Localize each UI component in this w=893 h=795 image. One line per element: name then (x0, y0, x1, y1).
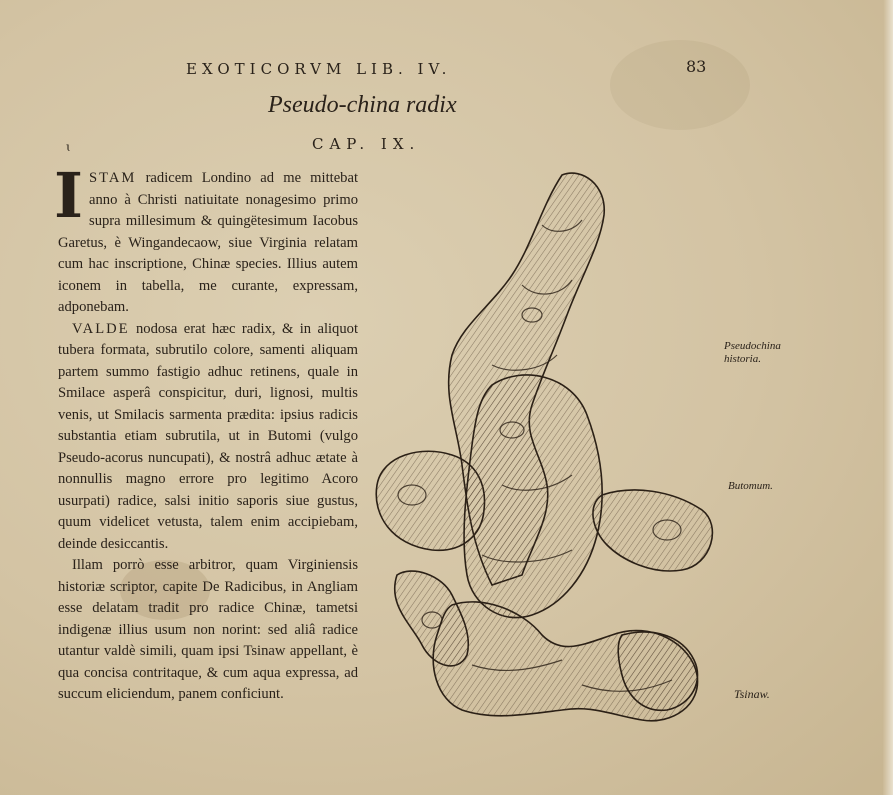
drop-cap: I (54, 159, 84, 232)
margin-note-tsinaw: Tsinaw. (734, 687, 770, 701)
paragraph-text: Illam porrò esse arbitror, quam Virginiensis historiæ scriptor, capite De Radicibus, in Angliam esse delatam tradit pro radice Chinæ, tametsi indigenæ illius usum non norint: sed aliâ radice utantur valdè simili, quam ipsi Tsinaw appellant, è qua concisa contritaque, & cum aqua expressa, ad succum eliciendum, panem conficiunt. (58, 557, 358, 702)
root-woodcut-illustration (372, 165, 722, 735)
margin-note-line: Pseudochina (724, 340, 781, 352)
margin-note-line: historia. (724, 353, 761, 365)
chapter-number: CAP. IX. (312, 135, 421, 153)
running-header: EXOTICORVM LIB. IV. (186, 60, 452, 78)
printer-mark: ɩ (66, 140, 71, 154)
margin-note-pseudochina (724, 340, 781, 366)
paper-stain (610, 40, 750, 130)
paragraph-3 (58, 555, 358, 706)
paragraph-2 (58, 319, 358, 556)
paragraph-lead: STAM (89, 170, 137, 186)
page-number: 83 (686, 57, 707, 76)
paragraph-text: radicem Londino ad me mittebat anno à Christi natiuitate nonagesimo primo supra millesimum & quingëtesimum Iacobus Garetus, è Wingandecaow, siue Virginia relatam cum hac inscriptione, Chinæ species. Illius autem iconem in tabella, me curante, expressam, adponebam. (58, 170, 359, 315)
margin-note-butomum: Butomum. (728, 480, 773, 492)
paragraph-text: nodosa erat hæc radix, & in aliquot tubera formata, subrutilo colore, samenti aliquam partem summo fastigio adhuc retinens, quale in Smilace asperâ conspicitur, duri, lignosi, multis venis, ut Smilacis sarmenta prædita: ipsius radicis substantia etiam subrutila, ut in Butomi (vulgo Pseudo-acorus nuncupati), & nostrâ adhuc ætate à nonnullis magno errore pro legitimo Acoro usurpati) radice, salsi initio saporis siue gustus, quum videlicet vetusta, talem enim accipiebam, deinde desiccantis. (58, 320, 358, 552)
paragraph-1 (54, 159, 359, 319)
page-edge (883, 0, 893, 795)
paragraph-lead: VALDE (72, 320, 130, 337)
chapter-title: Pseudo-china radix (268, 92, 457, 118)
body-text (54, 159, 359, 706)
